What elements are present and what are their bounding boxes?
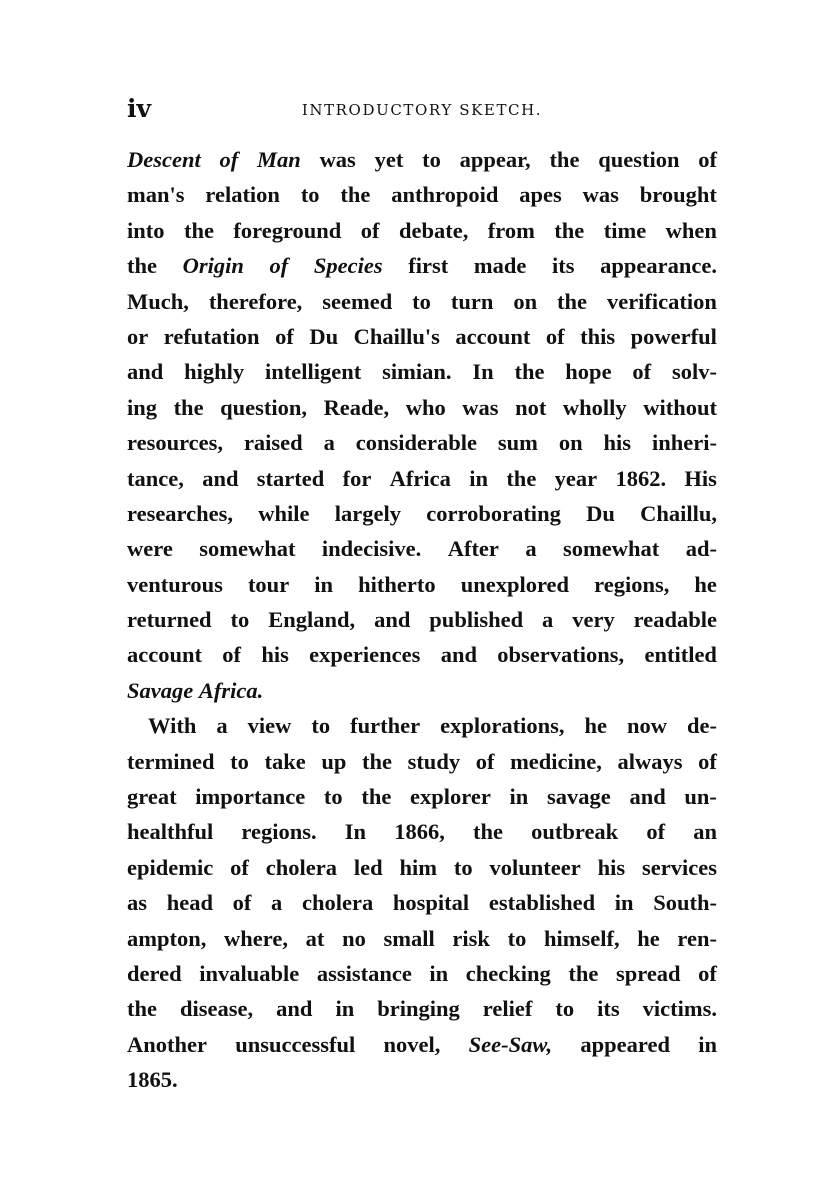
word: to — [300, 182, 320, 208]
word: the — [549, 147, 580, 172]
word: take — [264, 748, 306, 774]
word: Reade, — [323, 394, 390, 420]
text-line — [127, 284, 717, 319]
word: where, — [224, 925, 288, 951]
word: turn — [450, 288, 494, 314]
text-line — [127, 1027, 717, 1062]
text-line — [127, 673, 717, 708]
word: healthful — [127, 819, 214, 845]
word: hope — [565, 359, 612, 385]
word: a — [216, 713, 228, 739]
word: anthropoid — [391, 182, 499, 208]
text-line — [127, 885, 717, 920]
word: intelligent — [265, 359, 362, 385]
text-line — [127, 461, 717, 496]
body-text — [127, 142, 717, 1098]
word: this — [580, 323, 616, 349]
word: without — [643, 394, 717, 420]
word: refutation — [163, 323, 260, 349]
word: services — [642, 854, 717, 880]
word: savage — [547, 784, 611, 810]
word: in — [614, 890, 634, 916]
word: epidemic — [127, 854, 214, 880]
word: to — [311, 713, 331, 739]
text-line — [127, 779, 717, 814]
word: therefore, — [208, 288, 303, 314]
word: apes — [519, 182, 562, 208]
word: to — [453, 854, 473, 880]
word: account — [455, 323, 531, 349]
text-line — [127, 390, 717, 425]
word: the — [557, 288, 588, 314]
text-line — [127, 425, 717, 460]
word: question, — [220, 394, 308, 420]
word: not — [515, 394, 547, 420]
word: of — [698, 147, 717, 172]
text-line — [127, 921, 717, 956]
word: now — [626, 713, 667, 739]
word: was — [319, 147, 356, 172]
word: the — [127, 996, 157, 1022]
word: unexplored — [460, 571, 570, 597]
word: Much, — [127, 288, 189, 314]
word: hitherto — [358, 571, 436, 597]
word: seemed — [322, 288, 393, 314]
word: checking — [465, 960, 551, 986]
word: the — [173, 394, 204, 420]
word: hospital — [392, 890, 470, 916]
word: bringing — [377, 996, 460, 1022]
word: of — [646, 819, 666, 845]
word: question — [598, 147, 680, 172]
word: the — [568, 960, 599, 986]
word: in — [429, 960, 449, 986]
word: debate, — [398, 217, 469, 243]
word: as — [127, 890, 148, 916]
word: was — [462, 394, 499, 420]
word: the — [183, 217, 214, 243]
text-line — [127, 496, 717, 531]
word: appear, — [459, 147, 531, 172]
word: and — [127, 359, 164, 385]
text-line — [127, 850, 717, 885]
word: in — [698, 1031, 717, 1057]
word: returned — [127, 607, 212, 633]
word: of — [545, 323, 565, 349]
page-header — [127, 96, 717, 122]
text-line — [127, 814, 717, 849]
word: venturous — [127, 571, 223, 597]
word: In — [344, 819, 367, 845]
word: raised — [243, 430, 303, 456]
word: a — [323, 430, 335, 456]
word: regions, — [594, 571, 670, 597]
word: tour — [247, 571, 290, 597]
word: he — [584, 713, 607, 739]
word: established — [488, 890, 596, 916]
word: a — [525, 536, 537, 562]
word: indecisive. — [321, 536, 422, 562]
word: foreground — [233, 217, 342, 243]
word: him — [399, 854, 437, 880]
word: to — [412, 288, 431, 314]
word: appearance. — [600, 253, 717, 279]
word: the — [361, 748, 392, 774]
word: disease, — [180, 996, 254, 1022]
word: ampton, — [127, 925, 207, 951]
word: his — [597, 854, 626, 880]
word: to — [230, 748, 249, 774]
word: victims. — [642, 996, 717, 1022]
word: invaluable — [199, 960, 300, 986]
word: With — [148, 713, 197, 739]
word: small — [383, 925, 435, 951]
word: study — [407, 748, 461, 774]
word: a — [271, 890, 283, 916]
text-line — [127, 142, 717, 177]
word: considerable — [355, 430, 477, 456]
word: importance — [195, 784, 306, 810]
word: 1865. — [127, 1067, 178, 1093]
word: an — [693, 819, 717, 845]
word: wholly — [562, 394, 627, 420]
word: brought — [639, 182, 717, 208]
word: of — [698, 960, 717, 986]
word: spread — [615, 960, 681, 986]
word: of — [232, 890, 252, 916]
word: its — [597, 996, 620, 1022]
word: to — [422, 147, 441, 172]
word: Chaillu, — [640, 500, 717, 526]
text-line — [127, 1062, 717, 1097]
word: from — [487, 217, 535, 243]
word: simian. — [382, 359, 452, 385]
word: of — [360, 217, 380, 243]
word: Another — [127, 1031, 207, 1057]
word: led — [353, 854, 383, 880]
word: cholera — [265, 854, 337, 880]
text-line — [127, 319, 717, 354]
text-line — [127, 248, 717, 283]
word: unsuccessful — [235, 1031, 356, 1057]
word: yet — [374, 147, 404, 172]
text-line — [127, 637, 717, 672]
word: the — [361, 784, 392, 810]
word: sum — [497, 430, 538, 456]
word: to — [555, 996, 575, 1022]
word: his — [603, 430, 632, 456]
word: to — [323, 784, 343, 810]
word: termined — [127, 748, 215, 774]
word: account — [127, 642, 202, 668]
word: time — [603, 217, 647, 243]
word: or — [127, 323, 149, 349]
word: readable — [633, 607, 717, 633]
word: started — [256, 465, 325, 491]
word: Africa — [389, 465, 451, 491]
italic-word: of — [219, 147, 239, 172]
word: highly — [184, 359, 245, 385]
word: After — [447, 536, 499, 562]
word: observations, — [497, 642, 625, 668]
word: in — [469, 465, 488, 491]
word: resources, — [127, 430, 224, 456]
word: himself, — [543, 925, 620, 951]
italic-word: Savage — [127, 677, 194, 703]
word: England, — [268, 607, 356, 633]
word: a — [542, 607, 554, 633]
italic-word: of — [269, 253, 289, 279]
word: in — [509, 784, 529, 810]
italic-word: Descent — [127, 147, 201, 172]
word: up — [321, 748, 347, 774]
word: the — [554, 217, 585, 243]
word: cholera — [301, 890, 374, 916]
text-line — [127, 213, 717, 248]
word: the — [340, 182, 371, 208]
word: the — [472, 819, 503, 845]
word: South- — [653, 890, 717, 916]
word: further — [350, 713, 421, 739]
word: great — [127, 784, 177, 810]
word: of — [475, 748, 495, 774]
word: its — [552, 253, 575, 279]
word: who — [405, 394, 446, 420]
word: man's — [127, 182, 185, 208]
word: un- — [684, 784, 717, 810]
word: of — [698, 748, 717, 774]
word: tance, — [127, 465, 184, 491]
text-line — [127, 991, 717, 1026]
word: were — [127, 536, 173, 562]
word: and — [374, 607, 411, 633]
word: researches, — [127, 500, 234, 526]
word: ad- — [685, 536, 717, 562]
word: and — [629, 784, 666, 810]
word: made — [473, 253, 527, 279]
italic-word: Man — [257, 147, 301, 172]
italic-word: Africa. — [198, 677, 264, 703]
word: published — [429, 607, 524, 633]
word: when — [665, 217, 717, 243]
word: no — [342, 925, 366, 951]
word: on — [558, 430, 583, 456]
text-line — [127, 531, 717, 566]
word: inheri- — [651, 430, 717, 456]
word: was — [582, 182, 619, 208]
word: medicine, — [510, 748, 602, 774]
word: on — [513, 288, 538, 314]
word: 1866, — [394, 819, 445, 845]
word: of — [275, 323, 294, 349]
word: powerful — [630, 323, 717, 349]
word: assistance — [316, 960, 412, 986]
word: the — [514, 359, 545, 385]
word: he — [694, 571, 717, 597]
italic-word: See-Saw, — [468, 1031, 553, 1057]
word: solv- — [672, 359, 717, 385]
word: the — [127, 253, 157, 279]
word: to — [230, 607, 250, 633]
word: for — [342, 465, 372, 491]
word: while — [258, 500, 310, 526]
word: outbreak — [531, 819, 619, 845]
text-line — [127, 956, 717, 991]
italic-word: Species — [313, 253, 383, 279]
page-number: iv — [127, 94, 152, 123]
word: he — [637, 925, 660, 951]
word: and — [202, 465, 239, 491]
word: somewhat — [563, 536, 660, 562]
word: to — [507, 925, 527, 951]
word: ing — [127, 394, 158, 420]
word: experiences — [309, 642, 421, 668]
word: of — [632, 359, 652, 385]
word: always — [617, 748, 683, 774]
word: appeared — [580, 1031, 670, 1057]
word: very — [572, 607, 615, 633]
paragraph — [127, 708, 717, 1097]
word: regions. — [241, 819, 317, 845]
text-line — [127, 708, 717, 743]
word: Du — [309, 323, 339, 349]
word: entitled — [644, 642, 717, 668]
word: In — [472, 359, 494, 385]
italic-word: Origin — [182, 253, 244, 279]
running-head: INTRODUCTORY SKETCH. — [301, 101, 543, 119]
word: novel, — [383, 1031, 441, 1057]
word: ren- — [677, 925, 717, 951]
word: Chaillu's — [353, 323, 440, 349]
word: of — [230, 854, 249, 880]
word: corroborating — [426, 500, 561, 526]
word: 1862. — [615, 465, 667, 491]
word: of — [222, 642, 242, 668]
word: explorations, — [440, 713, 565, 739]
word: his — [261, 642, 289, 668]
word: head — [166, 890, 213, 916]
word: de- — [687, 713, 717, 739]
word: relation — [205, 182, 280, 208]
word: explorer — [410, 784, 491, 810]
word: and — [440, 642, 477, 668]
word: in — [314, 571, 334, 597]
word: relief — [482, 996, 533, 1022]
text-line — [127, 744, 717, 779]
word: His — [684, 465, 717, 491]
word: dered — [127, 960, 182, 986]
text-line — [127, 602, 717, 637]
word: largely — [334, 500, 402, 526]
word: in — [335, 996, 355, 1022]
word: view — [247, 713, 292, 739]
word: volunteer — [489, 854, 581, 880]
text-line — [127, 567, 717, 602]
paragraph — [127, 142, 717, 708]
word: year — [554, 465, 598, 491]
word: verification — [606, 288, 717, 314]
word: Du — [586, 500, 615, 526]
word: into — [127, 217, 165, 243]
word: risk — [452, 925, 490, 951]
word: the — [506, 465, 537, 491]
word: first — [408, 253, 449, 279]
word: and — [276, 996, 313, 1022]
word: at — [305, 925, 325, 951]
text-line — [127, 354, 717, 389]
text-line — [127, 177, 717, 212]
word: somewhat — [199, 536, 296, 562]
